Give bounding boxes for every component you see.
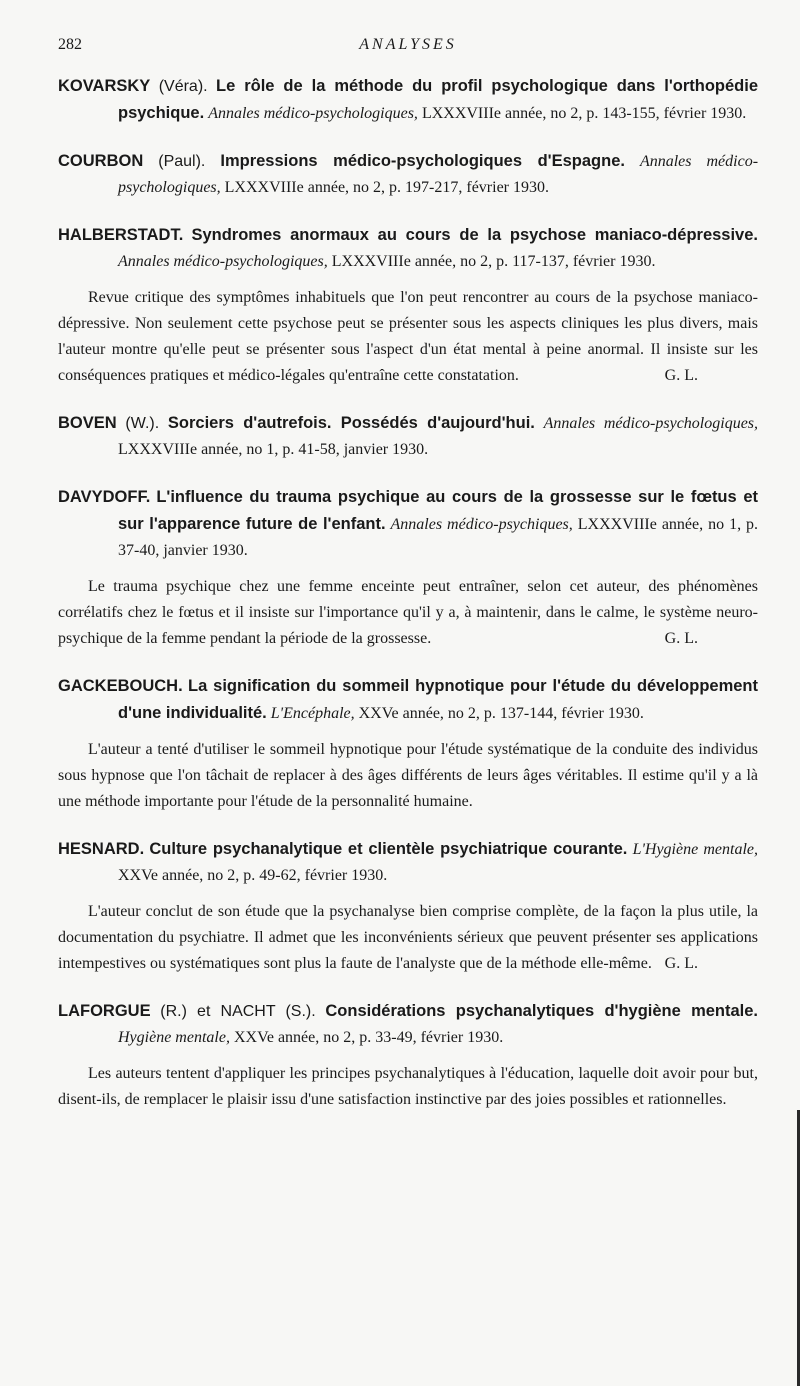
article-title: La signification du sommeil hypnotique pour l'étude du développement d'une individualité. (118, 677, 759, 722)
entries (58, 73, 758, 1134)
review-text (58, 737, 758, 815)
details: XXVe année, no 2, p. 33-49, février 1930. (233, 1029, 504, 1046)
author: DAVYDOFF. (58, 488, 151, 506)
review-body: Les auteurs tentent d'appliquer les principes psychanalytiques à l'éducation, laquelle doit avoir pour but, disent-ils, de remplacer le plaisir issu d'une satisfaction instinctive par des joies possibles et rationnelles. (58, 1065, 758, 1108)
article-title: Syndromes anormaux au cours de la psychose maniaco-dépressive. (191, 226, 758, 244)
signature: G. L. (664, 367, 698, 384)
citation (58, 73, 758, 127)
citation (58, 148, 758, 201)
details: LXXXVIIIe année, no 2, p. 197-217, février 1930. (224, 179, 549, 196)
review-body: Revue critique des symptômes inhabituels que l'on peut rencontrer au cours de la psychose maniaco-dépressive. Non seulement cette psychose peut se présenter sous les aspects cliniques les plus divers, mais l'auteur montre qu'elle peut se présenter sous l'aspect d'un état mental à peine anormal. Il insiste sur les conséquences pratiques et médico-légales qu'entraîne cette constatation. (58, 289, 758, 384)
author: LAFORGUE (58, 1002, 151, 1020)
article-title: Le rôle de la méthode du profil psychologique dans l'orthopédie psychique. (118, 77, 759, 122)
details: XXVe année, no 2, p. 137-144, février 1930. (358, 705, 644, 722)
review-body: L'auteur a tenté d'utiliser le sommeil hypnotique pour l'étude systématique de la conduite des individus sous hypnose que l'on tâchait de replacer à des âges différents de leurs âges véritables. Il estime qu'il y a là une méthode importante pour l'étude de la personnalité humaine. (58, 741, 758, 810)
article-title: Sorciers d'autrefois. Possédés d'aujourd'hui. (167, 414, 535, 432)
review-text (58, 574, 758, 652)
details: LXXXVIIIe année, no 1, p. 37-40, janvier 1930. (118, 516, 759, 559)
running-title: ANALYSES (359, 36, 457, 53)
author: COURBON (58, 152, 144, 170)
review-text (58, 1061, 758, 1113)
entry-courbon (58, 148, 758, 201)
signature: G. L. (664, 955, 698, 972)
author: HESNARD. (58, 840, 145, 858)
journal: Annales médico-psychologiques, (208, 105, 418, 122)
citation (58, 484, 758, 564)
author-initial: (W.). (125, 415, 160, 432)
author: HALBERSTADT. (58, 226, 184, 244)
citation (58, 410, 758, 463)
author: KOVARSKY (58, 77, 151, 95)
citation (58, 222, 758, 275)
author-initial: (Véra). (158, 78, 208, 95)
author-initial: (R.) et NACHT (S.). (160, 1003, 316, 1020)
details: LXXXVIIIe année, no 1, p. 41-58, janvier 1930. (118, 441, 429, 458)
article-title: Culture psychanalytique et clientèle psychiatrique courante. (149, 840, 628, 858)
citation (58, 836, 758, 889)
details: XXVe année, no 2, p. 49-62, février 1930. (118, 867, 388, 884)
article-title: L'influence du trauma psychique au cours de la grossesse sur le fœtus et sur l'apparence future de l'enfant. (118, 488, 758, 533)
entry-davydoff (58, 484, 758, 652)
entry-laforgue (58, 998, 758, 1113)
author-initial: (Paul). (158, 153, 206, 170)
entry-boven (58, 410, 758, 463)
review-text (58, 899, 758, 977)
entry-halberstadt (58, 222, 758, 389)
article-title: Impressions médico-psychologiques d'Espagne. (220, 152, 625, 170)
journal: Hygiène mentale, (118, 1029, 230, 1046)
author: BOVEN (58, 414, 117, 432)
review-body: Le trauma psychique chez une femme enceinte peut entraîner, selon cet auteur, des phénomènes corrélatifs chez le fœtus et il insiste sur l'importance qu'il y a, à maintenir, dans le calme, le système neuro-psychique de la femme pendant la période de la grossesse. (58, 578, 758, 647)
page-number: 282 (58, 36, 82, 53)
entry-gackebouch (58, 673, 758, 815)
review-text (58, 285, 758, 389)
details: LXXXVIIIe année, no 2, p. 117-137, février 1930. (331, 253, 656, 270)
review-body: L'auteur conclut de son étude que la psychanalyse bien comprise complète, de la façon la plus utile, la documentation du psychiatre. Il admet que les inconvénients sérieux que peuvent présenter ses applications intempestives ou systématiques sont plus la faute de l'analyste que de la méthode elle-même. (58, 903, 758, 972)
journal: L'Hygiène mentale, (632, 841, 759, 858)
journal: Annales médico-psychologiques, (118, 153, 759, 196)
journal: Annales médico-psychologiques, (118, 253, 328, 270)
entry-kovarsky (58, 73, 758, 127)
article-title: Considérations psychanalytiques d'hygiène mentale. (325, 1002, 759, 1020)
author: GACKEBOUCH. (58, 677, 183, 695)
journal: Annales médico-psychiques, (390, 516, 573, 533)
citation (58, 998, 758, 1051)
journal: L'Encéphale, (270, 705, 355, 722)
journal: Annales médico-psychologiques, (543, 415, 759, 432)
details: LXXXVIIIe année, no 2, p. 143-155, février 1930. (421, 105, 747, 122)
entry-hesnard (58, 836, 758, 977)
signature: G. L. (664, 630, 698, 647)
running-head (58, 36, 758, 56)
citation (58, 673, 758, 727)
